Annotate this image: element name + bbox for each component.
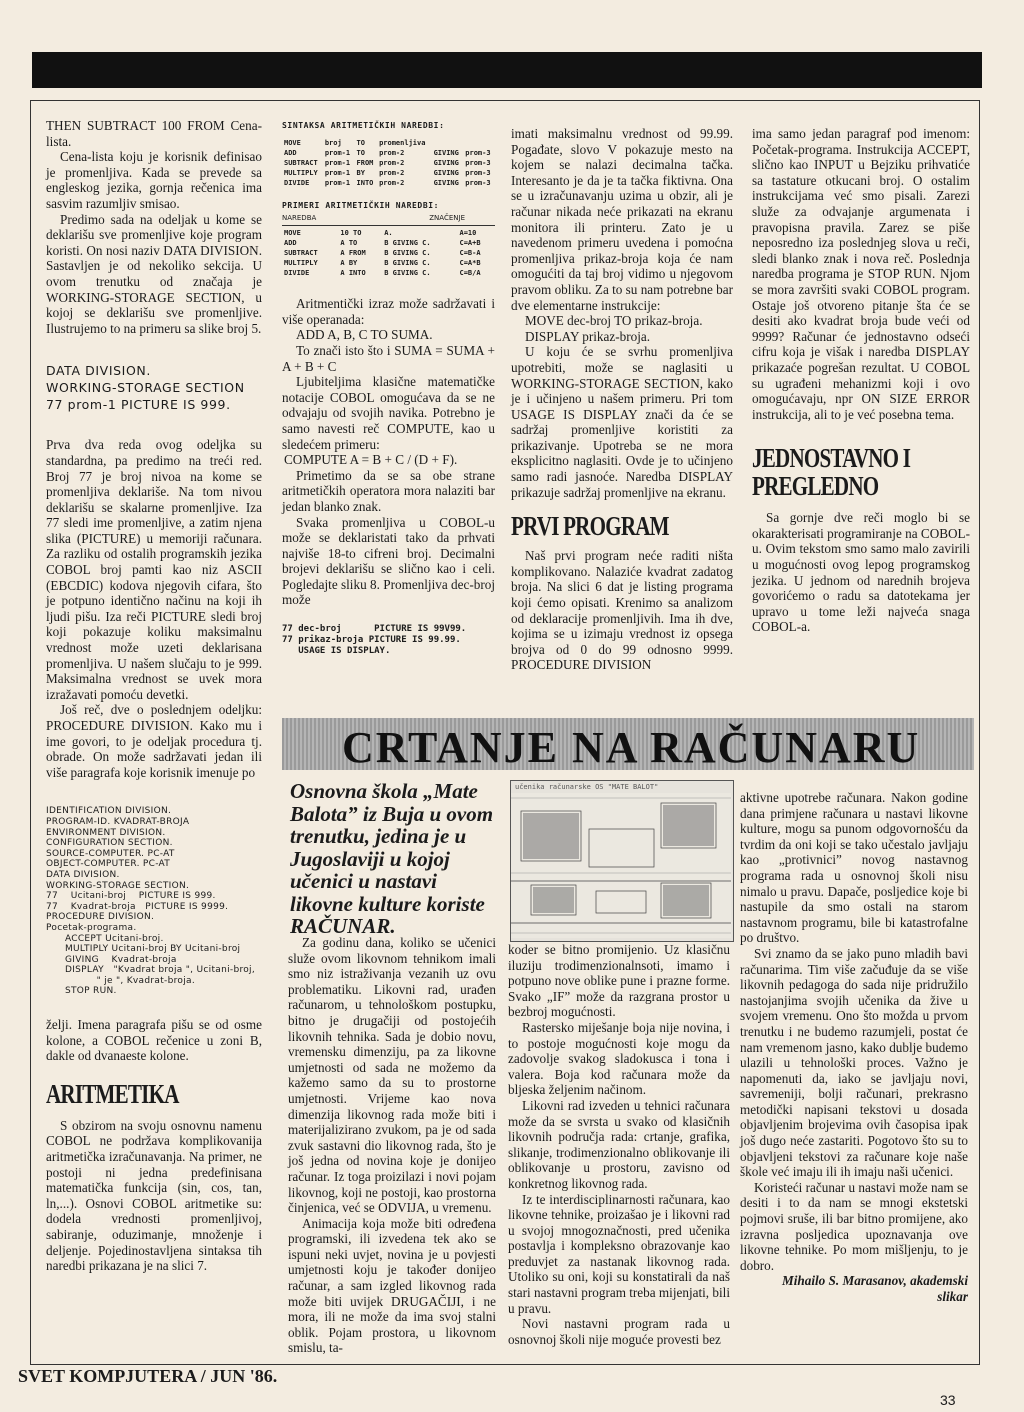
paragraph: COMPUTE A = B + C / (D + F). xyxy=(284,452,458,468)
top-black-bar xyxy=(32,52,982,88)
table-cell: BY xyxy=(356,168,365,177)
table-cell: prom-1 xyxy=(324,148,351,157)
lead-text: Osnovna škola „Mate Balota” iz Buja u ovom trenutku, jedina je u Jugoslaviji u kojoj učenici u nastavi likovne kulture koriste RAČUNAR. xyxy=(290,779,494,938)
section-heading: JEDNOSTAVNO I xyxy=(752,443,911,474)
paragraph: Primetimo da se sa obe strane aritmetičkih operatora mora nalaziti bar jedan blanko znak. xyxy=(282,467,495,514)
column-header: ZNAČENJE xyxy=(429,214,465,223)
paragraph: ima samo jedan paragraf pod imenom: Početak-programa. Instrukcija ACCEPT, slično kao INPUT u Bejziku prihvatiće sa tastature otkucani broj. O ostalim instrukcijama već smo pisali. Zarezi služe za odvajanje argumenata i pravopisna pravila. Zarez se piše neposredno iza poslednjeg slova u reči, sledi blanko znak i nova reč. Poslednja naredba programa je STOP RUN. Njom se mora završiti svaki COBOL program. Ostaje još otvoreno pitanje šta će se desiti ako kvadrat broja bude veći od 9999? Računar će jednostavno odseći cifru koja je višak i naredba DISPLAY prikazaće pogrešan rezultat. U COBOL su ugrađeni mehanizmi koji i ovo omogućavaju, npr ON SIZE ERROR instrukcija, ali to je već posebna tema. xyxy=(752,126,970,422)
table-cell: prom-1 xyxy=(324,158,351,167)
table-cell: C=B-A xyxy=(459,249,481,258)
paragraph: Aritmentički izraz može sadržavati i više operanada: xyxy=(282,296,495,327)
paragraph: U koju će se svrhu promenljiva upotrebiti, može se naglasiti u WORKING-STORAGE SECTION, kako je i učinjeno u našem primeru. Pri tom USAGE IS DISPLAY znači da će se sadržaj promenljive koristiti za prikazivanje. Upotreba se ne mora eksplicitno naglasiti. Ovde je to učinjeno samo radi jasnoće. Naredba DISPLAY prikazuje sadržaj promenljive na ekranu. xyxy=(511,344,733,500)
table-cell: prom-3 xyxy=(465,148,491,157)
column-1 xyxy=(46,118,262,1274)
table-row xyxy=(282,238,495,248)
paragraph: Iz te interdisciplinarnosti računara, kao likovne tehnike, proizašao je i likovni rad u svojoj mnogoznačnosti, pred učenika postavlja i kompleksno obrazovanje kao preduvjet za nastanak likovnog rada. Utoliko su oni, koji su konstatirali da naš stari nastavni program treba mijenjati, bili u pravu. xyxy=(508,1191,730,1316)
magazine-footer: SVET KOMPJUTERA / JUN '86. xyxy=(18,1366,278,1386)
code-line: 77 prom-1 PICTURE IS 999. xyxy=(46,397,231,413)
paragraph: Novi nastavni program rada u osnovnoj školi nije moguće provesti bez xyxy=(508,1316,730,1347)
table-cell: ADD xyxy=(284,148,297,157)
paragraph: Koristeći računar u nastavi može nam se desiti i to da nam se mnogi ekstetski pojmovi sruše, ili bar bitno promijene, ako izravna posljedica upoznavanja ove likovne tehnike. Po mom mišljenju, to je dobro. xyxy=(740,1179,968,1273)
article2-column-b xyxy=(508,942,730,1347)
table-cell: MULTIPLY xyxy=(284,259,318,268)
table-cell: A BY xyxy=(340,259,358,268)
code-line: WORKING-STORAGE SECTION xyxy=(46,380,245,396)
paragraph: Svaka promenljiva u COBOL-u može se deklaristati tako da prhvati najviše 18-to cifreni broj. Decimalni brojevi deklarišu se slično kao i celi. Pogledajte sliku 8. Promenljiva dec-broj može xyxy=(282,514,495,608)
table-cell: GIVING xyxy=(433,158,459,167)
table-cell: B GIVING C. xyxy=(384,259,431,268)
paragraph: Animacija koja može biti određena programski, ili izvedena tek ako se ispuni neki uvjet, novina je u povjesti umjetnosti koju je također donijeo računar, a sam izgled likovnog rada može biti uvijek DRUGAČIJI, i ne mora, ili ne može da ima svoj stalni oblik. Pojam prostora, u likovnom smislu, ta- xyxy=(288,1215,496,1356)
section-heading: PREGLEDNO xyxy=(752,471,879,502)
section-heading: ARITMETIKA xyxy=(46,1078,179,1109)
table-title: PRIMERI ARITMETIČKIH NAREDBI: xyxy=(282,200,440,210)
paragraph: Za godinu dana, koliko se učenici služe ovom likovnom tehnikom imali smo niz istraživanja vezanih uz ovu problematiku. Likovni rad, urađen računarom, u tehnološkom postupku, bitno je drugačiji od postojećih likovnih tehnika. Sada je dobio novu, vremensku dimenziju, pa za likovne umjetnosti od sada ne možemo da kažemo samo da su to prostorne umjetnosti. Vrijeme kao nova dimenzija likovnog rada može biti i materijalizirano zvukom, pa je od sada zvuk sastavni dio likovnog rada, što je još jedna od novina koje je donijeo računar. Iz toga proizilazi i novi pojam likovnog, koji ne postoji, kao prostorna činjenica, već se ODVIJA, u vremenu. xyxy=(288,935,496,1216)
paragraph: S obzirom na svoju osnovnu namenu COBOL ne podržava komplikovanija aritmetička izračunavanja. Na primer, ne postoji ni jedna predefinisana matematička funkcija (sin, cos, tan, ln,...). Osnovi COBOL aritmetike su: dodela vrednosti promenljivoj, sabiranje, oduzimanje, množenje i deljenje. Pojedinostavljena sintaksa tih naredbi prikazana je na slici 7. xyxy=(46,1117,262,1274)
table-cell xyxy=(463,138,495,148)
paragraph: želji. Imena paragrafa pišu se od osme kolone, a COBOL rečenice u zoni B, dakle od dvanaeste kolone. xyxy=(46,1017,262,1064)
table-cell: broj xyxy=(324,138,342,147)
section-heading: PRVI PROGRAM xyxy=(511,511,669,542)
table-cell: FROM xyxy=(356,158,374,167)
table-cell: C=A*B xyxy=(459,259,481,268)
table-cell: prom-2 xyxy=(379,168,405,177)
paragraph: Prva dva reda ovog odeljka su standardna, pa predimo na treći red. Broj 77 je broj nivoa na kome se promenljiva deklariše. Na tom nivou deklarišu se skalarne promenljive. Iza 77 sledi ime promenljive, a zatim njena slika (PICTURE) u memoriji računara. Za razliku od ostalih programskih jezika COBOL broj pamti kao niz ASCII (EBCDIC) kodova njegovih cifara, što je potpuno identično načinu na koji ih ljudi pišu. Iza reči PICTURE sledi broj koji pokazuje koliku maksimalnu vrednost može uzeti deklarisana promenljiva. U našem slučaju to je 999. Maksimalna vrednost se uvek mora izražavati pomoću devetki. xyxy=(46,437,262,702)
table-cell: DIVIDE xyxy=(284,269,310,278)
table-cell: A. xyxy=(384,229,393,238)
table-cell: promenljiva xyxy=(379,138,426,147)
article2-column-a xyxy=(288,935,496,1356)
paragraph: Naš prvi program neće raditi ništa komplikovano. Nalaziće kvadrat zadatog broja. Na slici 6 dat je listing programa koji ćemo opisati. Krenimo sa analizom od deklaracije promenljivih. Ima ih dve, kojima se u izimaju vrednost iz opsega brojva od 0 do 99 odnosno 9999. PROCEDURE DIVISION xyxy=(511,548,733,673)
table-cell: prom-2 xyxy=(379,148,405,157)
program-listing: IDENTIFICATION DIVISION. PROGRAM-ID. KVADRAT-BROJA ENVIRONMENT DIVISION. CONFIGURATION SECTION. SOURCE-COMPUTER. PC-AT OBJECT-COMPUTER. PC-AT DATA DIVISION. WORKING-STORAGE SECTION. 77 Ucitani-broj PICTURE IS 999. 77 Kvadrat-broja PICTURE IS 9999. PROCEDURE DIVISION. Pocetak-programa. ACCEPT Ucitani-broj. MULTIPLY Ucitani-broj BY Ucitani-broj GIVING Kvadrat-broja DISPLAY "Kvadrat broja ", Ucitani-broj, " je ", Kvadrat-broja. STOP RUN. xyxy=(46,806,256,997)
table-cell: SUBTRACT xyxy=(284,158,318,167)
paragraph: Predimo sada na odeljak u kome se deklarišu sve promenljive koje program koristi. On nosi naziv DATA DIVISION. Sastavljen je od nekoliko sekcija. U ovom trenutku od značaja je WORKING-STORAGE SECTION, u kojoj se deklarišu sve promenljive. Ilustrujemo to na primeru sa slike broj 5. xyxy=(46,211,262,336)
author-credit: Mihailo S. Marasanov, akademski slikar xyxy=(782,1273,968,1304)
column-3 xyxy=(511,126,733,673)
table-cell: A INTO xyxy=(340,269,366,278)
article2-column-c xyxy=(740,790,968,1305)
paragraph: THEN SUBTRACT 100 FROM Cena-lista. xyxy=(46,118,262,149)
classroom-photo xyxy=(510,780,734,942)
table-row xyxy=(282,248,495,258)
table-cell: prom-1 xyxy=(324,168,351,177)
paragraph: aktivne upotrebe računara. Nakon godine dana primjene računara u nastavi likovne kulture, mogu sa punom odgovornošću da tvrdim da oni koji se tako učestalo javljaju kao „protivnici” novog nastavnog programa rada u osnovnoj školi nisu nimalo u pravu. Dapače, posljedice koje bi nastupile da smo ostali na starom nastavnom programu, bile bi katastrofalne po društvo. xyxy=(740,790,968,946)
table-cell: GIVING xyxy=(433,148,459,157)
photo-caption: učenika računarske OS "MATE BALOT" xyxy=(515,783,659,791)
page-number: 33 xyxy=(940,1392,956,1408)
table-cell: B GIVING C. xyxy=(384,239,431,248)
column-2 xyxy=(282,118,495,657)
examples-table xyxy=(282,213,495,278)
paragraph: To znači isto što i SUMA = SUMA + A + B + C xyxy=(282,342,495,374)
table-row xyxy=(282,178,495,188)
table-cell: GIVING xyxy=(433,168,459,177)
table-cell: MOVE xyxy=(284,229,301,238)
table-cell: prom-1 xyxy=(324,178,351,187)
computer-drawing-image xyxy=(511,793,731,938)
table-cell: 10 TO xyxy=(340,229,362,238)
table-row xyxy=(282,148,495,158)
article-banner xyxy=(282,718,974,770)
table-row xyxy=(282,228,495,238)
table-cell: A FROM xyxy=(340,249,366,258)
table-cell: INTO xyxy=(356,178,374,187)
banner-title: CRTANJE NA RAČUNARU xyxy=(342,723,921,772)
table-row xyxy=(282,268,495,278)
table-cell: MOVE xyxy=(284,138,301,147)
table-cell: prom-2 xyxy=(379,178,405,187)
table-cell: prom-3 xyxy=(465,168,491,177)
column-4 xyxy=(752,126,970,635)
table-title: SINTAKSA ARITMETIČKIH NAREDBI: xyxy=(282,121,445,130)
table-row xyxy=(282,138,495,148)
code-block: 77 dec-broj PICTURE IS 99V99. 77 prikaz-broja PICTURE IS 99.99. USAGE IS DISPLAY. xyxy=(282,624,467,657)
table-cell xyxy=(432,138,464,148)
table-cell: prom-3 xyxy=(465,178,491,187)
table-cell: MULTIPLY xyxy=(284,168,318,177)
table-cell: B GIVING C. xyxy=(384,269,431,278)
table-cell: B GIVING C. xyxy=(384,249,431,258)
paragraph: Cena-lista koju je korisnik definisao je promenljiva. Kada se prevede sa engleskog jezika, gornja rečenica ima sasvim razumljiv smisao. xyxy=(46,149,262,211)
paragraph: Likovni rad izveden u tehnici računara može da se svrsta u svako od klasičnih likovnih područja rada: crtanje, grafika, slikanje, trodimenzionalno oblikovanje ili oblikovanje u prostoru, zavisno od konkretnog likovnog rada. xyxy=(508,1097,730,1191)
table-cell: prom-2 xyxy=(379,158,405,167)
table-row xyxy=(282,158,495,168)
table-cell: TO xyxy=(356,138,365,147)
column-header: NAREDBA xyxy=(282,214,317,223)
paragraph: koder se bitno promijenio. Uz klasičnu iluziju trodimenzionalnsoti, imamo i potpuno nove oblike pune i prazne forme. Svako „IF” može da razgrana prostor u bezbroj mogućnosti. xyxy=(508,942,730,1020)
table-cell: DIVIDE xyxy=(284,178,310,187)
table-row xyxy=(282,258,495,268)
syntax-table xyxy=(282,138,495,188)
paragraph: DISPLAY prikaz-broja. xyxy=(525,328,651,344)
table-cell: A=10 xyxy=(459,229,477,238)
table-cell: ADD xyxy=(284,239,297,248)
paragraph: Sa gornje dve reči moglo bi se okarakterisati programiranje na COBOL-u. Ovim tekstom smo samo malo zavirili u mogućnosti ovog lepog programskog jezika. U jednom od narednih brojeva govorićemo o radu sa datotekama jer upravo u tome leži najveća snaga COBOL-a. xyxy=(752,510,970,635)
paragraph: Svi znamo da se jako puno mladih bavi računarima. Tim više začuđuje da se više likovnih pedagoga do sada nije pridružilo nastojanjima svojih učenika da žive u svojem vremenu. Ono što možda u prvom trenutku i ne budemo razumjeli, postat će nam vremenom jasno, kako dublje budemo ulazili u tehnološki proces. Važno je napomenuti da, iako se javljaju novi, savremeniji, bolji računari, prekrasno metodički napisani tekstovi u dosada objavljenim brojevima ovih časopisa ipak još dugo neće zastariti. Pogotovo što su to objavljeni tekstovi za računare koje naše škole već imaju ili ih imaju naši učenici. xyxy=(740,945,968,1180)
table-cell: prom-3 xyxy=(465,158,491,167)
paragraph: imati maksimalnu vrednost od 99.99. Pogađate, slovo V pokazuje mesto na kojem se nalazi decimalna tačka. Interesanto je da je ta tačka fiktivna. Ona se u izračunavanju uzima u obzir, ali je računar nikada neće prikazati na ekranu monitora ili printeru. Zato je u navedenom primeru uvedena i pomoćna promenljiva prikaz-broja koja će nam omogućiti da taj broj vidimo u njegovom pravom obliku. Za to su nam potrebne bar dve elementarne instrukcije: xyxy=(511,126,733,313)
table-cell: A TO xyxy=(340,239,358,248)
code-line: DATA DIVISION. xyxy=(46,363,151,379)
paragraph: Rastersko miješanje boja nije novina, i to postoje mogućnosti koje mogu da zadovolje svakog sladokusca i tona i valera. Boja kod računara može da bljeska željenim načinom. xyxy=(508,1019,730,1098)
paragraph: MOVE dec-broj TO prikaz-broja. xyxy=(525,313,703,329)
table-cell: C=A+B xyxy=(459,239,481,248)
paragraph: ADD A, B, C TO SUMA. xyxy=(296,327,433,343)
paragraph: Ljubiteljima klasične matematičke notacije COBOL omogućava da se ne odvajaju od svojih navika. Potrebno je samo navesti reč COMPUTE, kao u sledećem primeru: xyxy=(282,374,495,452)
table-cell: GIVING xyxy=(433,178,459,187)
table-row xyxy=(282,168,495,178)
paragraph: Još reč, dve o poslednjem odeljku: PROCEDURE DIVISION. Kako mu i ime govori, to je odeljak procedura tj. obrade. On može sadržavati jedan ili više paragrafa koje korisnik imenuje po xyxy=(46,702,262,780)
table-cell: C=B/A xyxy=(459,269,481,278)
table-cell: SUBTRACT xyxy=(284,249,318,258)
table-cell: TO xyxy=(356,148,365,157)
